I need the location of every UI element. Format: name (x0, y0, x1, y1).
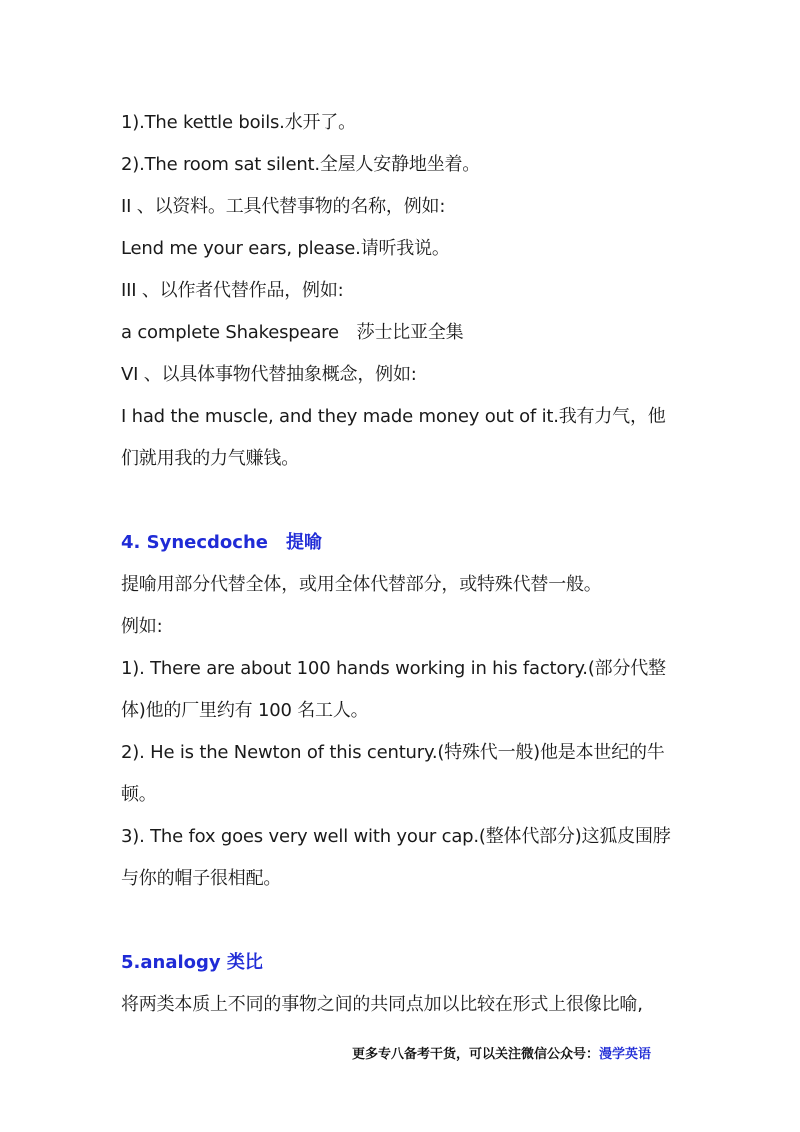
analogy-definition: 将两类本质上不同的事物之间的共同点加以比较在形式上很像比喻, (121, 994, 643, 1015)
section-gap (121, 900, 691, 942)
example-hands-cont: 体)他的厂里约有 100 名工人。 (121, 700, 369, 721)
example-hands: 1). There are about 100 hands working in his factory.(部分代整 (121, 658, 666, 679)
heading-synecdoche: 4. Synecdoche 提喻 (121, 532, 322, 553)
synecdoche-example-label: 例如: (121, 616, 163, 637)
heading-analogy: 5.analogy 类比 (121, 952, 263, 973)
rule-concrete-abstract: VI 、以具体事物代替抽象概念，例如: (121, 364, 417, 385)
example-muscle-cont: 们就用我的力气赚钱。 (121, 448, 299, 469)
rule-author-work: III 、以作者代替作品，例如: (121, 280, 344, 301)
example-newton: 2). He is the Newton of this century.(特殊代一般)他是本世纪的牛 (121, 742, 665, 763)
footer-note (352, 1043, 651, 1062)
synecdoche-definition: 提喻用部分代替全体，或用全体代替部分，或特殊代替一般。 (121, 574, 602, 595)
document-body (121, 102, 691, 1026)
example-muscle: I had the muscle, and they made money out of it.我有力气，他 (121, 406, 666, 427)
footer-prefix: 更多专八备考干货，可以关注微信公众号： (352, 1047, 600, 1062)
example-fox-cont: 与你的帽子很相配。 (121, 868, 282, 889)
example-newton-cont: 顿。 (121, 784, 157, 805)
example-shakespeare: a complete Shakespeare 莎士比亚全集 (121, 322, 464, 343)
section-gap (121, 480, 691, 522)
example-ears: Lend me your ears, please.请听我说。 (121, 238, 450, 259)
example-room: 2).The room sat silent.全屋人安静地坐着。 (121, 154, 481, 175)
example-fox: 3). The fox goes very well with your cap.(整体代部分)这狐皮围脖 (121, 826, 671, 847)
example-kettle: 1).The kettle boils.水开了。 (121, 112, 356, 133)
footer-brand: 漫学英语 (599, 1047, 652, 1062)
rule-material-tool: II 、以资料。工具代替事物的名称，例如: (121, 196, 446, 217)
